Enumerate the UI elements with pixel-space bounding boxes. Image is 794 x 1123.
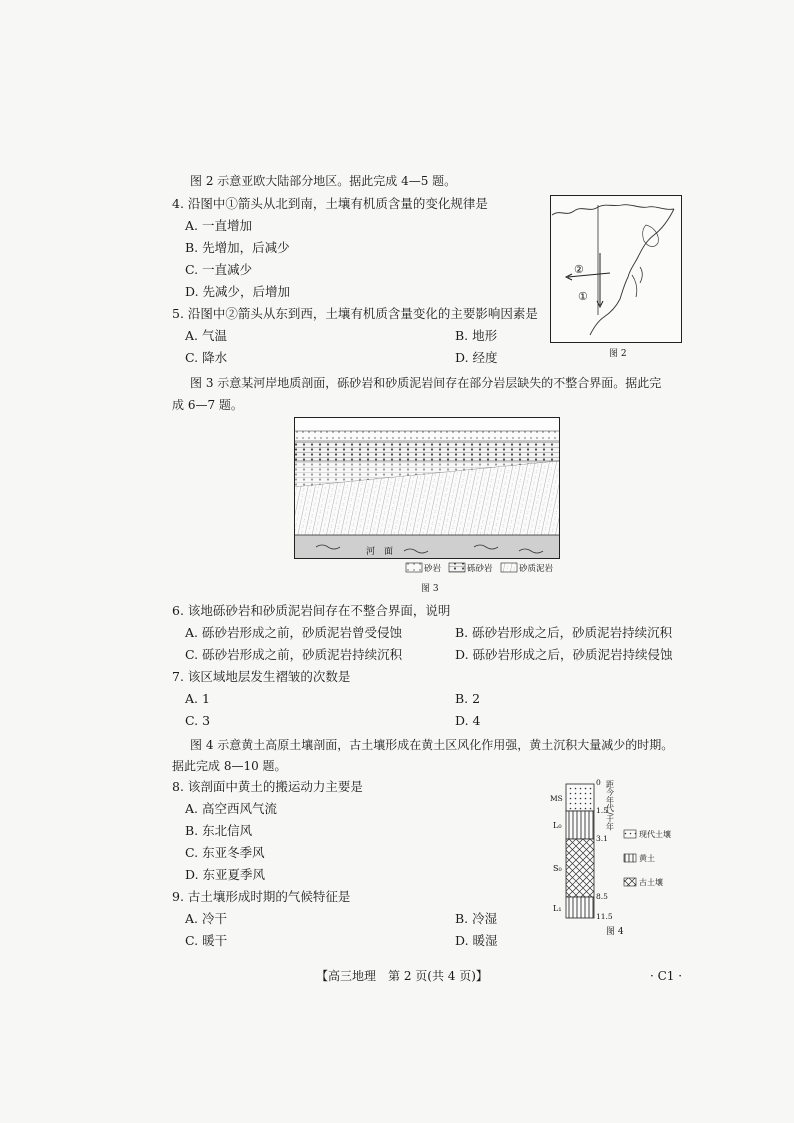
intro-fig3-line1: 图 3 示意某河岸地质剖面，砾砂岩和砂质泥岩间存在部分岩层缺失的不整合界面。据此完 — [190, 376, 662, 390]
q5-option-d: D. 经度 — [455, 350, 498, 365]
intro-fig4-line1: 图 4 示意黄土高原土壤剖面，古土壤形成在黄土区风化作用强，黄土沉积大量减少的时期。 — [190, 738, 674, 752]
q9-option-a: A. 冷干 — [185, 911, 227, 926]
q8-option-c: C. 东亚冬季风 — [185, 845, 265, 860]
river-label: 河 面 — [366, 547, 394, 557]
q5-option-c: C. 降水 — [185, 350, 228, 365]
q7-option-b: B. 2 — [455, 691, 481, 706]
legend-gravel-sandstone: 砾砂岩 — [467, 564, 493, 574]
q4-option-a: A. 一直增加 — [185, 218, 252, 233]
intro-fig4-line2: 据此完成 8—10 题。 — [172, 759, 287, 773]
footer-code: · C1 · — [650, 969, 683, 983]
fig2-caption: 图 2 — [609, 349, 627, 359]
legend-modern-soil: 现代土壤 — [639, 830, 671, 839]
gravel-sandstone-layer — [295, 441, 559, 461]
q7-option-d: D. 4 — [455, 713, 481, 728]
layer-l0 — [566, 811, 594, 839]
q8-option-d: D. 东亚夏季风 — [185, 867, 266, 882]
river-water — [295, 535, 559, 558]
q9-stem: 9. 古土壤形成时期的气候特征是 — [172, 889, 351, 904]
footer-page-title: 【高三地理 第 2 页(共 4 页)】 — [316, 969, 488, 983]
top-sandstone-layer — [295, 431, 559, 441]
fig3-legend — [405, 561, 565, 575]
tick-8-5: 8.5 — [596, 892, 608, 901]
layer-ms — [566, 784, 594, 811]
q9-option-d: D. 暖湿 — [455, 933, 498, 948]
intro-fig2: 图 2 示意亚欧大陆部分地区。据此完成 4—5 题。 — [190, 174, 457, 188]
legend-sandy-mudstone: 砂质泥岩 — [519, 564, 554, 574]
q8-option-b: B. 东北信风 — [185, 823, 253, 838]
q6-stem: 6. 该地砾砂岩和砂质泥岩间存在不整合界面，说明 — [172, 603, 451, 618]
fig2-map — [550, 195, 682, 343]
q4-option-b: B. 先增加，后减少 — [185, 240, 290, 255]
fig2-marker-1: ① — [578, 290, 588, 303]
axis-label: 距今年代/千年 — [605, 780, 615, 831]
tick-1-5: 1.5 — [596, 806, 608, 815]
q6-option-b: B. 砾砂岩形成之后，砂质泥岩持续沉积 — [455, 625, 673, 640]
fig2-marker-2: ② — [574, 263, 584, 276]
label-ms: MS — [550, 794, 563, 803]
q4-stem: 4. 沿图中①箭头从北到南，土壤有机质含量的变化规律是 — [172, 196, 488, 211]
tick-11-5: 11.5 — [596, 912, 613, 921]
fig4-soil-profile — [548, 776, 698, 936]
q8-option-a: A. 高空西风气流 — [185, 801, 277, 816]
q5-option-b: B. 地形 — [455, 328, 498, 343]
q5-option-a: A. 气温 — [185, 328, 227, 343]
q8-stem: 8. 该剖面中黄土的搬运动力主要是 — [172, 779, 363, 794]
label-l1: L₁ — [553, 904, 562, 913]
label-l0: L₀ — [553, 821, 562, 830]
legend-loess: 黄土 — [639, 854, 655, 863]
layer-s0 — [566, 839, 594, 897]
tick-3-1: 3.1 — [596, 834, 608, 843]
q5-stem: 5. 沿图中②箭头从东到西，土壤有机质含量变化的主要影响因素是 — [172, 306, 538, 321]
q6-option-a: A. 砾砂岩形成之前，砂质泥岩曾受侵蚀 — [185, 625, 402, 640]
q9-option-c: C. 暖干 — [185, 933, 228, 948]
q9-option-b: B. 冷湿 — [455, 911, 498, 926]
legend-paleosol: 古土壤 — [639, 878, 663, 887]
q4-option-c: C. 一直减少 — [185, 262, 253, 277]
q6-option-c: C. 砾砂岩形成之前，砂质泥岩持续沉积 — [185, 647, 403, 662]
tick-0: 0 — [596, 778, 601, 787]
label-s0: S₀ — [553, 864, 562, 873]
q7-option-c: C. 3 — [185, 713, 211, 728]
legend-sandstone: 砂岩 — [424, 564, 442, 574]
q7-option-a: A. 1 — [185, 691, 210, 706]
layer-l1 — [566, 897, 594, 918]
fig4-caption: 图 4 — [606, 927, 624, 937]
intro-fig3-line2: 成 6—7 题。 — [172, 398, 243, 412]
fig3-caption: 图 3 — [421, 584, 439, 594]
q4-option-d: D. 先减少，后增加 — [185, 284, 291, 299]
q6-option-d: D. 砾砂岩形成之后，砂质泥岩持续侵蚀 — [455, 647, 673, 662]
fig3-geologic-section — [294, 417, 560, 559]
q7-stem: 7. 该区域地层发生褶皱的次数是 — [172, 669, 351, 684]
